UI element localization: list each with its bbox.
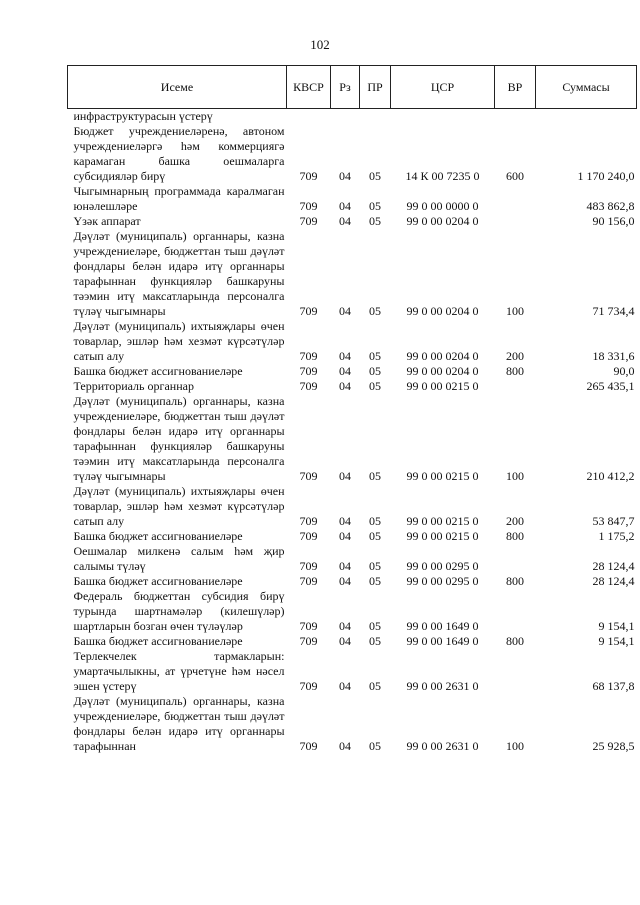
table-row — [68, 574, 637, 589]
row-sum: 9 154,1 — [598, 619, 635, 633]
table-row — [68, 694, 637, 754]
row-sum: 25 928,5 — [592, 739, 635, 753]
row-csr: 99 0 00 0204 0 — [406, 304, 479, 318]
row-vr: 100 — [506, 739, 524, 753]
row-name: Дәүләт (муниципаль) ихтыяҗлары өчен товарлар, эшләр һәм хезмәт күрсәтүләр сатып алу — [73, 319, 285, 363]
row-pr: 05 — [369, 529, 381, 543]
row-kvsr: 709 — [299, 514, 318, 528]
row-kvsr: 709 — [299, 559, 318, 573]
row-csr: 99 0 00 0204 0 — [406, 349, 479, 363]
row-kvsr: 709 — [299, 574, 318, 588]
row-pr: 05 — [369, 304, 381, 318]
row-name: Башка бюджет ассигнованиеләре — [73, 634, 243, 648]
row-csr: 99 0 00 0215 0 — [406, 469, 479, 483]
row-vr — [495, 589, 536, 634]
row-kvsr: 709 — [299, 169, 318, 183]
row-name: инфраструктурасын үстерү — [73, 109, 213, 123]
row-sum: 1 170 240,0 — [577, 169, 635, 183]
row-pr: 05 — [369, 364, 381, 378]
header-csr: ЦСР — [391, 66, 495, 109]
row-rz: 04 — [339, 304, 351, 318]
row-sum: 68 137,8 — [592, 679, 635, 693]
row-vr: 100 — [506, 469, 524, 483]
header-name: Исеме — [68, 66, 287, 109]
row-name: Башка бюджет ассигнованиеләре — [73, 364, 243, 378]
row-rz: 04 — [339, 469, 351, 483]
row-csr — [391, 109, 495, 125]
row-kvsr: 709 — [299, 619, 318, 633]
row-pr: 05 — [369, 379, 381, 393]
row-kvsr: 709 — [299, 529, 318, 543]
row-rz: 04 — [339, 679, 351, 693]
row-csr: 99 0 00 1649 0 — [406, 634, 479, 648]
row-pr: 05 — [369, 514, 381, 528]
row-vr: 800 — [506, 364, 524, 378]
table-row — [68, 364, 637, 379]
row-rz: 04 — [339, 514, 351, 528]
row-rz — [331, 109, 360, 125]
row-name: Дәүләт (муниципаль) органнары, казна учреждениеләре, бюджеттан тыш дәүләт фондлары белән идарә итү органнары тарафыннан — [73, 694, 285, 753]
row-rz: 04 — [339, 199, 351, 213]
row-vr: 800 — [506, 529, 524, 543]
row-csr: 99 0 00 1649 0 — [406, 619, 479, 633]
row-rz: 04 — [339, 349, 351, 363]
row-vr — [495, 214, 536, 229]
row-sum: 71 734,4 — [592, 304, 635, 318]
row-rz: 04 — [339, 529, 351, 543]
row-sum: 90,0 — [613, 364, 635, 378]
table-row — [68, 109, 637, 125]
table-row — [68, 649, 637, 694]
header-pr: ПР — [360, 66, 391, 109]
row-pr: 05 — [369, 469, 381, 483]
row-name: Территориаль органнар — [73, 379, 194, 393]
row-kvsr: 709 — [299, 199, 318, 213]
row-name: Оешмалар милкенә салым һәм җир салымы түләү — [73, 544, 285, 573]
header-rz: Рз — [331, 66, 360, 109]
row-rz: 04 — [339, 364, 351, 378]
table-row — [68, 484, 637, 529]
row-rz: 04 — [339, 559, 351, 573]
table-body — [68, 109, 637, 755]
row-vr — [495, 544, 536, 574]
row-pr: 05 — [369, 634, 381, 648]
row-vr — [495, 109, 536, 125]
row-csr: 99 0 00 0204 0 — [406, 364, 479, 378]
row-name: Бюджет учреждениеләренә, автоном учреждениеләргә һәм коммерциягә карамаган башка оешмаларга субсидияләр бирү — [73, 124, 285, 183]
table-row — [68, 544, 637, 574]
row-kvsr: 709 — [299, 364, 318, 378]
row-rz: 04 — [339, 379, 351, 393]
row-sum — [536, 109, 637, 125]
row-name: Чыгымнарның программада каралмаган юнәлешләре — [73, 184, 285, 213]
row-csr: 99 0 00 0000 0 — [406, 199, 479, 213]
table-row — [68, 124, 637, 184]
row-sum: 1 175,2 — [598, 529, 635, 543]
row-sum: 265 435,1 — [586, 379, 635, 393]
table-row — [68, 634, 637, 649]
row-kvsr: 709 — [299, 739, 318, 753]
row-vr: 600 — [506, 169, 524, 183]
row-kvsr — [287, 109, 331, 125]
row-csr: 99 0 00 0295 0 — [406, 559, 479, 573]
row-vr: 100 — [506, 304, 524, 318]
row-rz: 04 — [339, 574, 351, 588]
table-row — [68, 379, 637, 394]
row-sum: 210 412,2 — [586, 469, 635, 483]
row-vr: 800 — [506, 574, 524, 588]
row-vr — [495, 649, 536, 694]
page-number: 102 — [310, 37, 330, 52]
row-csr: 14 К 00 7235 0 — [405, 169, 480, 183]
row-name: Дәүләт (муниципаль) органнары, казна учреждениеләре, бюджеттан тыш дәүләт фондлары белән идарә итү органнары тарафыннан функцияләр башкаруны тәэмин итү максатларында персоналга түләү чыгымнары — [73, 394, 285, 483]
row-rz: 04 — [339, 739, 351, 753]
row-name: Дәүләт (муниципаль) органнары, казна учреждениеләре, бюджеттан тыш дәүләт фондлары белән идарә итү органнары тарафыннан функцияләр башкаруны тәэмин итү максатларында персоналга түләү чыгымнары — [73, 229, 285, 318]
row-pr: 05 — [369, 349, 381, 363]
row-csr: 99 0 00 0204 0 — [406, 214, 479, 228]
row-name: Үзәк аппарат — [73, 214, 141, 228]
row-pr: 05 — [369, 559, 381, 573]
row-pr: 05 — [369, 214, 381, 228]
table-row — [68, 184, 637, 214]
row-name: Терлекчелек тармакларын: умартачылыкны, ат үрчетүне һәм нәсел эшен үстерү — [73, 649, 285, 693]
row-sum: 53 847,7 — [592, 514, 635, 528]
row-name: Башка бюджет ассигнованиеләре — [73, 574, 243, 588]
row-csr: 99 0 00 2631 0 — [406, 679, 479, 693]
row-vr: 800 — [506, 634, 524, 648]
table-row — [68, 229, 637, 319]
row-vr — [495, 379, 536, 394]
row-pr: 05 — [369, 199, 381, 213]
row-vr — [495, 184, 536, 214]
row-pr: 05 — [369, 619, 381, 633]
row-csr: 99 0 00 0215 0 — [406, 379, 479, 393]
row-pr: 05 — [369, 169, 381, 183]
header-vr: ВР — [495, 66, 536, 109]
table-header — [68, 66, 637, 109]
row-vr: 200 — [506, 514, 524, 528]
row-kvsr: 709 — [299, 679, 318, 693]
row-name: Башка бюджет ассигнованиеләре — [73, 529, 243, 543]
row-name: Дәүләт (муниципаль) ихтыяҗлары өчен товарлар, эшләр һәм хезмәт күрсәтүләр сатып алу — [73, 484, 285, 528]
budget-table — [67, 65, 637, 754]
row-pr: 05 — [369, 739, 381, 753]
row-kvsr: 709 — [299, 634, 318, 648]
header-kvsr: КВСР — [287, 66, 331, 109]
row-sum: 483 862,8 — [586, 199, 635, 213]
row-csr: 99 0 00 0295 0 — [406, 574, 479, 588]
row-kvsr: 709 — [299, 379, 318, 393]
row-csr: 99 0 00 2631 0 — [406, 739, 479, 753]
header-sum: Суммасы — [536, 66, 637, 109]
row-rz: 04 — [339, 169, 351, 183]
row-rz: 04 — [339, 619, 351, 633]
row-pr: 05 — [369, 574, 381, 588]
row-sum: 28 124,4 — [592, 559, 635, 573]
table-row — [68, 589, 637, 634]
row-rz: 04 — [339, 634, 351, 648]
row-sum: 9 154,1 — [598, 634, 635, 648]
row-kvsr: 709 — [299, 214, 318, 228]
row-rz: 04 — [339, 214, 351, 228]
row-vr: 200 — [506, 349, 524, 363]
row-sum: 18 331,6 — [592, 349, 635, 363]
row-name: Федераль бюджеттан субсидия бирү турында шартнамәләр (килешүләр) шартларын бозган өчен түләүләр — [73, 589, 285, 633]
row-pr — [360, 109, 391, 125]
row-kvsr: 709 — [299, 304, 318, 318]
table-row — [68, 319, 637, 364]
table-row — [68, 529, 637, 544]
row-sum: 28 124,4 — [592, 574, 635, 588]
table-row — [68, 214, 637, 229]
table-row — [68, 394, 637, 484]
row-kvsr: 709 — [299, 469, 318, 483]
row-sum: 90 156,0 — [592, 214, 635, 228]
row-kvsr: 709 — [299, 349, 318, 363]
row-csr: 99 0 00 0215 0 — [406, 514, 479, 528]
row-pr: 05 — [369, 679, 381, 693]
row-csr: 99 0 00 0215 0 — [406, 529, 479, 543]
